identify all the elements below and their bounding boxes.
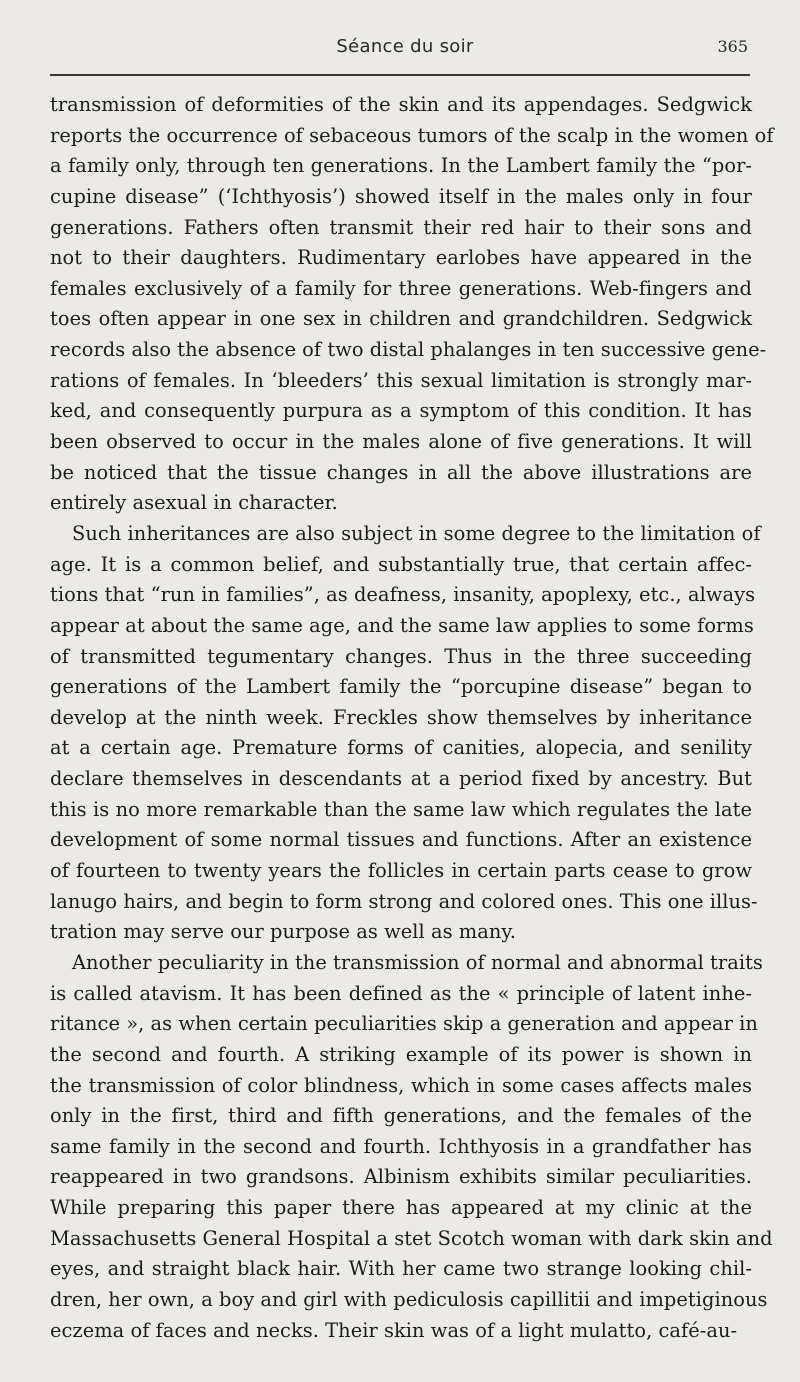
header-rule: [50, 74, 750, 76]
paragraph: [50, 519, 761, 948]
text-line: of fourteen to twenty years the follicles in certain parts cease to grow: [50, 859, 752, 883]
text-line: lanugo hairs, and begin to form strong and colored ones. This one illus-: [50, 889, 758, 913]
text-line: only in the first, third and fifth generations, and the females of the: [50, 1104, 752, 1128]
text-line: at a certain age. Premature forms of canities, alopecia, and senility: [50, 736, 752, 760]
text-line: generations of the Lambert family the “porcupine disease” began to: [50, 675, 752, 699]
text-line: eyes, and straight black hair. With her came two strange looking chil-: [50, 1257, 752, 1281]
text-line: reports the occurrence of sebaceous tumors of the scalp in the women of: [50, 123, 774, 147]
text-line: not to their daughters. Rudimentary earlobes have appeared in the: [50, 246, 752, 270]
text-line: transmission of deformities of the skin and its appendages. Sedgwick: [50, 93, 752, 116]
text-line: ked, and consequently purpura as a symptom of this condition. It has: [50, 399, 752, 423]
running-title: Séance du soir: [336, 36, 474, 57]
body-text: [50, 90, 774, 1346]
text-line: the transmission of color blindness, which in some cases affects males: [50, 1073, 752, 1097]
text-line: toes often appear in one sex in children and grandchildren. Sedgwick: [50, 307, 752, 331]
text-line: declare themselves in descendants at a period fixed by ancestry. But: [50, 767, 752, 791]
text-line: is called atavism. It has been defined as the « principle of latent inhe-: [50, 981, 752, 1005]
text-line: records also the absence of two distal phalanges in ten successive gene-: [50, 338, 767, 362]
text-line: develop at the ninth week. Freckles show themselves by inheritance: [50, 705, 752, 729]
text-line: entirely asexual in character.: [50, 491, 338, 515]
text-line: eczema of faces and necks. Their skin was of a light mulatto, café-au-: [50, 1318, 738, 1342]
text-line: age. It is a common belief, and substantially true, that certain affec-: [50, 552, 752, 576]
text-line: the second and fourth. A striking example of its power is shown in: [50, 1042, 752, 1066]
text-line: dren, her own, a boy and girl with pediculosis capillitii and impetiginous: [50, 1287, 768, 1311]
text-line: reappeared in two grandsons. Albinism exhibits similar peculiarities.: [50, 1165, 752, 1189]
text-line: generations. Fathers often transmit their red hair to their sons and: [50, 215, 752, 239]
text-line: development of some normal tissues and functions. After an existence: [50, 828, 752, 852]
text-line: same family in the second and fourth. Ichthyosis in a grandfather has: [50, 1134, 752, 1158]
paragraph: [50, 948, 773, 1346]
text-line: cupine disease” (‘Ichthyosis’) showed itself in the males only in four: [50, 184, 752, 208]
text-line: Massachusetts General Hospital a stet Scotch woman with dark skin and: [50, 1226, 773, 1250]
text-line: be noticed that the tissue changes in all the above illustrations are: [50, 460, 752, 484]
page-number: 365: [717, 37, 748, 56]
text-line: a family only, through ten generations. In the Lambert family the “por-: [50, 154, 752, 178]
text-line: Another peculiarity in the transmission of normal and abnormal traits: [72, 950, 763, 974]
text-line: been observed to occur in the males alone of five generations. It will: [50, 430, 752, 454]
text-line: this is no more remarkable than the same law which regulates the late: [50, 797, 752, 821]
running-head: [50, 36, 760, 64]
text-line: females exclusively of a family for three generations. Web-fingers and: [50, 276, 752, 300]
text-line: rations of females. In ‘bleeders’ this sexual limitation is strongly mar-: [50, 368, 752, 392]
paragraph: [50, 90, 774, 519]
text-line: While preparing this paper there has appeared at my clinic at the: [50, 1196, 752, 1220]
text-line: tions that “run in families”, as deafness, insanity, apoplexy, etc., always: [50, 583, 756, 607]
text-line: Such inheritances are also subject in some degree to the limitation of: [72, 521, 761, 545]
text-line: ritance », as when certain peculiarities skip a generation and appear in: [50, 1012, 758, 1036]
text-line: tration may serve our purpose as well as many.: [50, 920, 517, 944]
text-line: appear at about the same age, and the same law applies to some forms: [50, 613, 754, 637]
text-line: of transmitted tegumentary changes. Thus in the three succeeding: [50, 644, 752, 668]
